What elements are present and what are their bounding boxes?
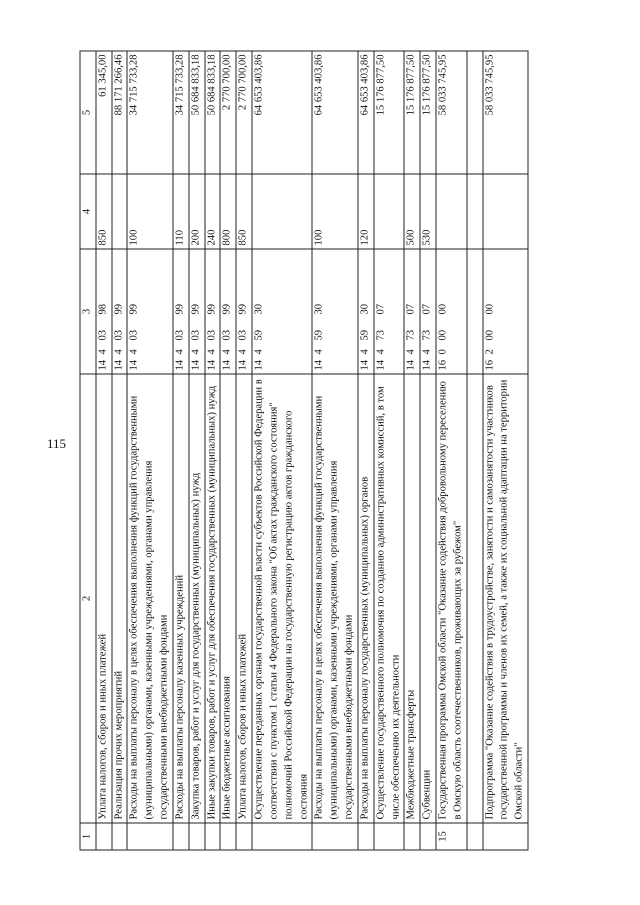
code-part: 73: [421, 329, 433, 340]
code-part: 73: [405, 329, 417, 340]
row-number: [127, 823, 172, 850]
row-name: Государственная программа Омской области "Оказание содействия добровольному переселению в Омскую область соотечественников, проживающих за рубежом": [436, 374, 467, 823]
row-name: Иные закупки товаров, работ и услуг для обеспечения государственных (муниципальных) нужд: [205, 374, 221, 823]
row-code: [173, 249, 189, 374]
code-part: 00: [437, 329, 449, 340]
row-expense-type: 530: [420, 174, 436, 249]
row-amount: 2 770 700,00: [220, 51, 236, 174]
row-name: Уплата налогов, сборов и иных платежей: [96, 374, 112, 823]
code-part: 14: [174, 359, 186, 370]
row-number: [420, 823, 436, 850]
row-code: [112, 249, 128, 374]
table-row: [467, 51, 483, 850]
code-part: 03: [221, 329, 233, 340]
table-row: [189, 51, 205, 850]
code-part: 4: [237, 348, 249, 354]
row-number: [252, 823, 312, 850]
row-code: [358, 249, 374, 374]
code-part: 99: [221, 303, 233, 314]
table-row: [112, 51, 128, 850]
code-part: 14: [190, 359, 202, 370]
header-cell-2: 2: [80, 374, 96, 823]
row-expense-type: [252, 174, 312, 249]
code-part: 4: [206, 348, 218, 354]
code-part: 4: [113, 348, 125, 354]
code-part: 03: [206, 329, 218, 340]
row-name: Реализация прочих мероприятий: [112, 374, 128, 823]
table-row: [173, 51, 189, 850]
header-row: [80, 51, 96, 850]
table-row: [312, 51, 357, 850]
row-name: Расходы на выплаты персоналу в целях обеспечения выполнения функций государственными (муниципальными) органами, казенными учреждениями, органами управления государственными внебюджетными фондами: [127, 374, 172, 823]
code-part: 16: [437, 359, 449, 370]
code-part: 99: [237, 303, 249, 314]
row-name: Межбюджетные трансферты: [404, 374, 420, 823]
row-expense-type: [483, 174, 528, 249]
rotated-page: [80, 56, 565, 850]
row-amount: 61 345,00: [96, 51, 112, 174]
code-part: 07: [375, 303, 387, 314]
table-row: [96, 51, 112, 850]
code-part: 14: [375, 359, 387, 370]
row-code: [467, 249, 483, 374]
code-part: 98: [97, 303, 109, 314]
header-cell-1: 1: [80, 823, 96, 850]
row-expense-type: [467, 174, 483, 249]
row-amount: 2 770 700,00: [236, 51, 252, 174]
row-amount: 58 033 745,95: [483, 51, 528, 174]
code-part: 00: [437, 303, 449, 314]
row-amount: 58 033 745,95: [436, 51, 467, 174]
code-part: 03: [128, 329, 140, 340]
row-name: Расходы на выплаты персоналу казенных учреждений: [173, 374, 189, 823]
row-number: [112, 823, 128, 850]
code-part: 14: [405, 359, 417, 370]
row-amount: 15 176 877,50: [404, 51, 420, 174]
code-part: 14: [97, 359, 109, 370]
row-expense-type: 100: [127, 174, 172, 249]
row-expense-type: 500: [404, 174, 420, 249]
code-part: 14: [221, 359, 233, 370]
row-name: Иные бюджетные ассигнования: [220, 374, 236, 823]
code-part: 59: [359, 329, 371, 340]
budget-table: [80, 50, 529, 850]
row-number: [312, 823, 357, 850]
code-part: 30: [253, 303, 265, 314]
row-number: [173, 823, 189, 850]
row-name: Закупка товаров, работ и услуг для государственных (муниципальных) нужд: [189, 374, 205, 823]
code-part: 30: [359, 303, 371, 314]
code-part: 99: [206, 303, 218, 314]
row-code: [252, 249, 312, 374]
row-name: Осуществление переданных органам государственной власти субъектов Российской Федерации в соответствии с пунктом 1 статьи 4 Федерального закона "Об актах гражданского состояния" полномочий Российской Федерации на государственную регистрацию актов гражданского состояния: [252, 374, 312, 823]
row-name: Осуществление государственного полномочия по созданию административных комиссий, в том числе обеспечению их деятельности: [374, 374, 405, 823]
code-part: 14: [359, 359, 371, 370]
code-part: 4: [359, 348, 371, 354]
row-name: [467, 374, 483, 823]
code-part: 99: [174, 303, 186, 314]
row-amount: 64 653 403,86: [312, 51, 357, 174]
row-number: [96, 823, 112, 850]
code-part: 73: [375, 329, 387, 340]
table-row: [483, 51, 528, 850]
row-expense-type: [112, 174, 128, 249]
code-part: 4: [97, 348, 109, 354]
code-part: 4: [313, 348, 325, 354]
code-part: 99: [128, 303, 140, 314]
row-number: [404, 823, 420, 850]
row-code: [127, 249, 172, 374]
row-number: [358, 823, 374, 850]
row-amount: [467, 51, 483, 174]
header-cell-3: 3: [80, 249, 96, 374]
row-code: [205, 249, 221, 374]
row-code: [236, 249, 252, 374]
row-code: [436, 249, 467, 374]
code-part: 14: [206, 359, 218, 370]
code-part: 0: [437, 348, 449, 354]
table-row: [404, 51, 420, 850]
row-amount: 50 684 833,18: [189, 51, 205, 174]
code-part: 4: [253, 348, 265, 354]
row-code: [312, 249, 357, 374]
row-code: [483, 249, 528, 374]
code-part: 14: [113, 359, 125, 370]
code-part: 59: [313, 329, 325, 340]
row-name: Подпрограмма "Оказание содействия в трудоустройстве, занятости и самозанятости участников государственной программы и членов их семей, а также их социальной адаптации на территории Омской области": [483, 374, 528, 823]
code-part: 14: [421, 359, 433, 370]
row-amount: 88 171 266,46: [112, 51, 128, 174]
code-part: 14: [237, 359, 249, 370]
row-number: [483, 823, 528, 850]
code-part: 03: [113, 329, 125, 340]
row-code: [404, 249, 420, 374]
code-part: 14: [253, 359, 265, 370]
row-number: [189, 823, 205, 850]
table-row: [252, 51, 312, 850]
row-expense-type: 850: [96, 174, 112, 249]
row-amount: 15 176 877,50: [374, 51, 405, 174]
code-part: 00: [484, 329, 496, 340]
code-part: 4: [405, 348, 417, 354]
row-expense-type: 240: [205, 174, 221, 249]
code-part: 30: [313, 303, 325, 314]
row-name: Расходы на выплаты персоналу в целях обеспечения выполнения функций государственными (муниципальными) органами, казенными учреждениями, органами управления государственными внебюджетными фондами: [312, 374, 357, 823]
code-part: 4: [128, 348, 140, 354]
row-code: [374, 249, 405, 374]
code-part: 4: [190, 348, 202, 354]
table-row: [236, 51, 252, 850]
code-part: 14: [313, 359, 325, 370]
code-part: 00: [484, 303, 496, 314]
code-part: 4: [174, 348, 186, 354]
code-part: 03: [174, 329, 186, 340]
row-number: 15: [436, 823, 467, 850]
row-expense-type: 850: [236, 174, 252, 249]
row-expense-type: [374, 174, 405, 249]
row-amount: 64 653 403,86: [358, 51, 374, 174]
row-name: Уплата налогов, сборов и иных платежей: [236, 374, 252, 823]
table-row: [220, 51, 236, 850]
row-amount: 34 715 733,28: [127, 51, 172, 174]
row-name: Субвенции: [420, 374, 436, 823]
code-part: 99: [190, 303, 202, 314]
table-row: [420, 51, 436, 850]
code-part: 2: [484, 348, 496, 354]
header-cell-5: 5: [80, 51, 96, 174]
code-part: 16: [484, 359, 496, 370]
row-name: Расходы на выплаты персоналу государственных (муниципальных) органов: [358, 374, 374, 823]
code-part: 07: [421, 303, 433, 314]
code-part: 4: [221, 348, 233, 354]
code-part: 03: [97, 329, 109, 340]
row-number: [236, 823, 252, 850]
code-part: 99: [113, 303, 125, 314]
code-part: 03: [190, 329, 202, 340]
page-number: 115: [47, 436, 67, 451]
code-part: 4: [375, 348, 387, 354]
row-code: [96, 249, 112, 374]
code-part: 4: [421, 348, 433, 354]
header-cell-4: 4: [80, 174, 96, 249]
code-part: 14: [128, 359, 140, 370]
row-expense-type: 800: [220, 174, 236, 249]
table-row: [205, 51, 221, 850]
row-code: [220, 249, 236, 374]
row-number: [467, 823, 483, 850]
row-expense-type: 100: [312, 174, 357, 249]
row-expense-type: 120: [358, 174, 374, 249]
row-number: [374, 823, 405, 850]
row-amount: 50 684 833,18: [205, 51, 221, 174]
table-row: [358, 51, 374, 850]
row-number: [220, 823, 236, 850]
row-code: [189, 249, 205, 374]
table-row: [436, 51, 467, 850]
row-amount: 64 653 403,86: [252, 51, 312, 174]
code-part: 59: [253, 329, 265, 340]
row-code: [420, 249, 436, 374]
row-expense-type: 110: [173, 174, 189, 249]
row-number: [205, 823, 221, 850]
table-row: [374, 51, 405, 850]
row-amount: 15 176 877,50: [420, 51, 436, 174]
code-part: 03: [237, 329, 249, 340]
row-expense-type: 200: [189, 174, 205, 249]
row-amount: 34 715 733,28: [173, 51, 189, 174]
table-row: [127, 51, 172, 850]
code-part: 07: [405, 303, 417, 314]
row-expense-type: [436, 174, 467, 249]
